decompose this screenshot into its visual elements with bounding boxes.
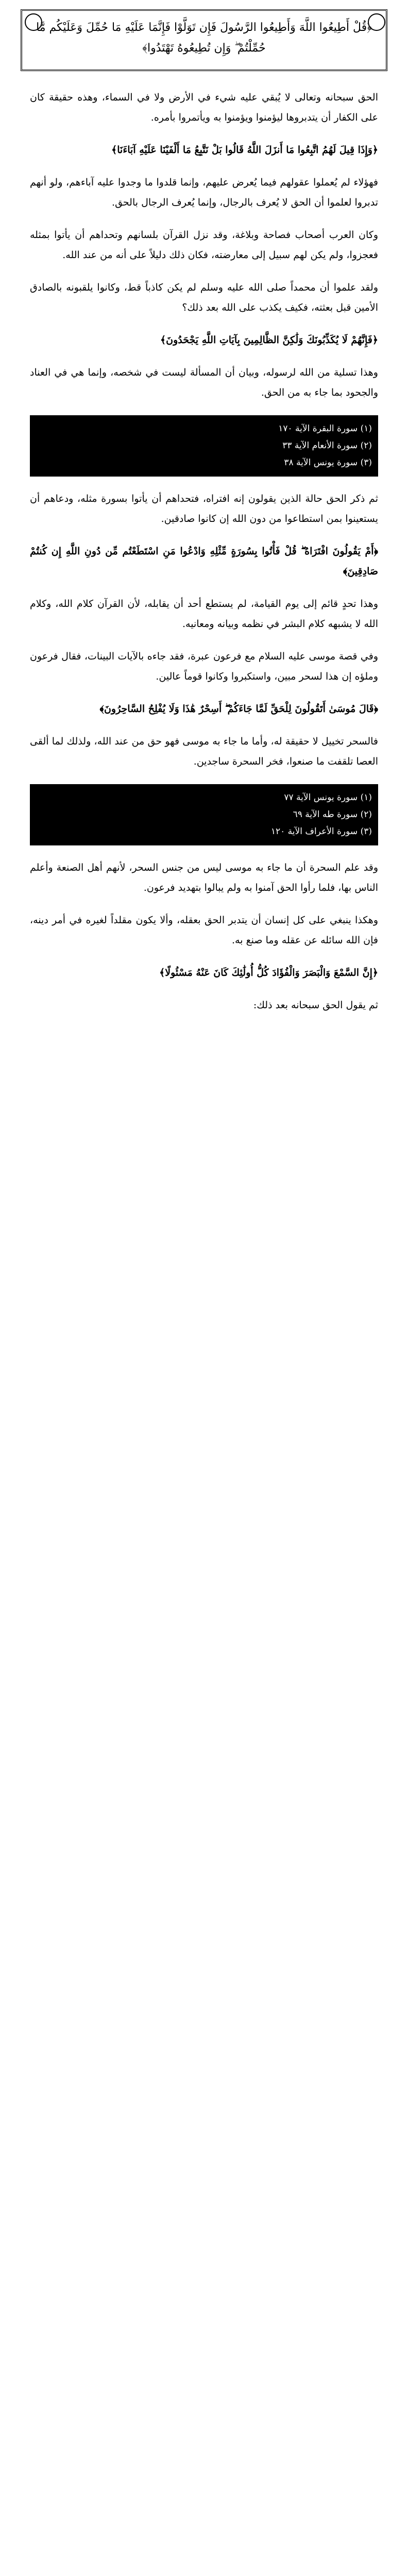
paragraph: وهذا تحدٍ قائم إلى يوم القيامة، لم يستطع أحد أن يقابله، لأن القرآن كلام الله، وكلام الله لا يشبهه كلام البشر في نظمه وبيانه ومعانيه. [30,598,378,630]
paragraph: وقد علم السحرة أن ما جاء به موسى ليس من جنس السحر، لأنهم أهل الصنعة وأعلم الناس بها، فلما رأوا الحق آمنوا به ولم يبالوا بتهديد فرعون. [30,862,378,893]
footnote-line: (٢) سورة الأنعام الآية ٣٣ [282,440,372,451]
quran-verse: ﴿وَإِذَا قِيلَ لَهُمُ اتَّبِعُوا مَا أَنزَلَ اللَّهُ قَالُوا بَلْ نَتَّبِعُ مَا أَلْفَيْنَا عَلَيْهِ آبَاءَنَا﴾ [111,144,378,156]
paragraph: وكان العرب أصحاب فصاحة وبلاغة، وقد نزل القرآن بلسانهم وتحداهم أن يأتوا بمثله فعجزوا، ولم يكن لهم سبيل إلى معارضته، فكان ذلك دليلاً على أنه من عند الله. [30,229,378,261]
paragraph: فهؤلاء لم يُعملوا عقولهم فيما يُعرض عليهم، وإنما قلدوا ما وجدوا عليه آباءهم، ولو أنهم تدبروا لعلموا أن الحق لا يُعرف بالرجال، وإنما يُعرف الرجال بالحق. [30,177,378,208]
footnote-line: (٣) سورة يونس الآية ٣٨ [284,457,372,468]
footnote-line: (١) سورة البقرة الآية ١٧٠ [278,423,372,434]
footnote-line: (٢) سورة طه الآية ٦٩ [293,809,372,820]
quran-verse: ﴿أَمْ يَقُولُونَ افْتَرَاهُ ۖ قُلْ فَأْتُوا بِسُورَةٍ مِّثْلِهِ وَادْعُوا مَنِ اسْتَطَعْتُم مِّن دُونِ اللَّهِ إِن كُنتُمْ صَادِقِينَ﴾ [30,546,378,577]
footnote-box [30,784,378,845]
paragraph: ثم ذكر الحق حالة الذين يقولون إنه افتراه، فتحداهم أن يأتوا بسورة مثله، ودعاهم أن يستعينوا بمن استطاعوا من دون الله إن كانوا صادقين. [30,493,378,524]
paragraph: وهذا تسلية من الله لرسوله، وبيان أن المسألة ليست في شخصه، وإنما هي في العناد والجحود بما جاء به من الحق. [30,367,378,398]
paragraph: ولقد علموا أن محمداً صلى الله عليه وسلم لم يكن كاذباً قط، وكانوا يلقبونه بالصادق الأمين قبل بعثته، فكيف يكذب على الله بعد ذلك؟ [30,282,378,313]
paragraph: وهكذا ينبغي على كل إنسان أن يتدبر الحق بعقله، وألا يكون مقلداً لغيره في أمر دينه، فإن الله سائله عن عقله وما صنع به. [30,914,378,946]
paragraph: فالسحر تخييل لا حقيقة له، وأما ما جاء به موسى فهو حق من عند الله، ولذلك لما ألقى العصا تلقفت ما صنعوا، فخر السحرة ساجدين. [30,736,378,767]
quran-verse: ﴿إِنَّ السَّمْعَ وَالْبَصَرَ وَالْفُؤَادَ كُلُّ أُولَٰئِكَ كَانَ عَنْهُ مَسْئُولًا﴾ [159,967,378,978]
quran-verse: ﴿قَالَ مُوسَىٰ أَتَقُولُونَ لِلْحَقِّ لَمَّا جَاءَكُمْ ۖ أَسِحْرٌ هَٰذَا وَلَا يُفْلِحُ السَّاحِرُونَ﴾ [99,703,378,715]
footnote-box [30,415,378,477]
quran-verse: ﴿فَإِنَّهُمْ لَا يُكَذِّبُونَكَ وَلَٰكِنَّ الظَّالِمِينَ بِآيَاتِ اللَّهِ يَجْحَدُونَ﴾ [160,334,378,346]
paragraph: وفي قصة موسى عليه السلام مع فرعون عبرة، فقد جاءه بالآيات البينات، فقال فرعون وملؤه إن هذا لسحر مبين، واستكبروا وكانوا قوماً عالين. [30,651,378,682]
header-verse: ﴿قُلْ أَطِيعُوا اللَّهَ وَأَطِيعُوا الرَّسُولَ فَإِن تَوَلَّوْا فَإِنَّمَا عَلَيْهِ مَا حُمِّلَ وَعَلَيْكُم مَّا حُمِّلْتُمْ ۖ وَإِن تُطِيعُوهُ تَهْتَدُوا﴾ [36,21,372,55]
footnote-line: (٣) سورة الأعراف الآية ١٢٠ [270,826,372,837]
footnote-line: (١) سورة يونس الآية ٧٧ [284,792,372,803]
paragraph: الحق سبحانه وتعالى لا يُبقي عليه شيء في الأرض ولا في السماء، وهذه حقيقة كان على الكفار أن يتدبروها ليؤمنوا ويؤمنوا به ويأتمروا بأمره. [30,92,378,123]
paragraph: ثم يقول الحق سبحانه بعد ذلك: [253,999,378,1011]
